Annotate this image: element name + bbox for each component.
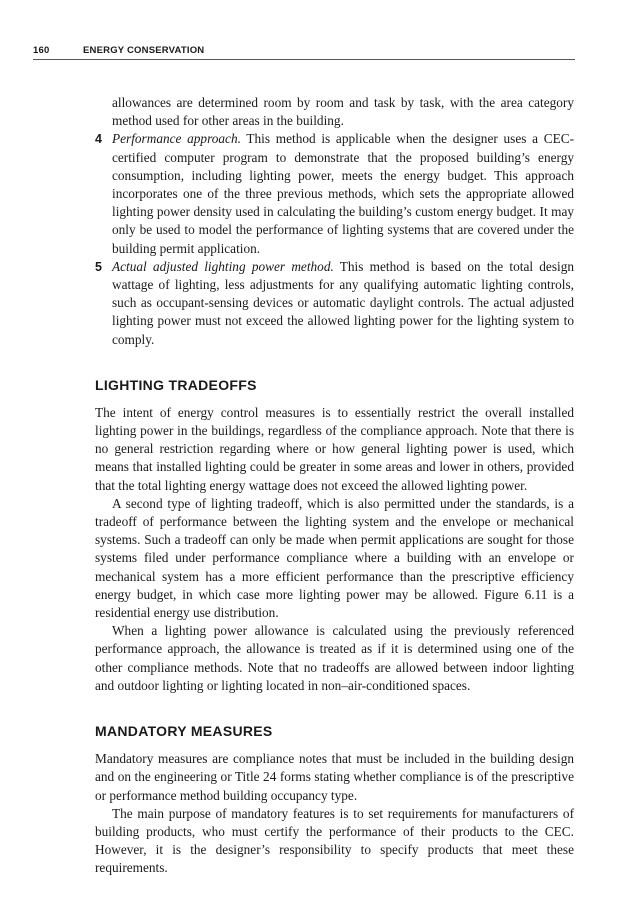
list-item-number: 4 [95,132,102,147]
running-header [33,45,575,60]
list-item-number: 5 [95,259,102,274]
list-item-text: This method is applicable when the designer uses a CEC-certified computer program to demonstrate that the proposed building’s energy consumption, including lighting power, meets the energy budget. This approach incorporates one of the three previous methods, which sets the appropriate allowed lighting power density used in calculating the building’s custom energy budget. It may only be used to model the performance of lighting systems that are covered under the building permit application. [112,131,574,256]
paragraph: The main purpose of mandatory features is to set requirements for manufacturers of building products, who must certify the performance of their products to the CEC. However, it is the designer’s responsibility to specify products that meet these requirements. [95,805,574,876]
paragraph: Mandatory measures are compliance notes that must be included in the building design and on the engineering or Title 24 forms stating whether compliance is of the prescriptive or performance method building occupancy type. [95,751,574,803]
list-item [95,130,574,257]
list-item-title: Performance approach. [112,131,241,147]
continuation-paragraph: allowances are determined room by room and task by task, with the area category method used for other areas in the building. [112,95,574,129]
section-heading-mandatory-measures: MANDATORY MEASURES [95,723,273,740]
page-number: 160 [33,45,50,56]
list-item [95,258,574,349]
paragraph: A second type of lighting tradeoff, which is also permitted under the standards, is a tradeoff of performance between the lighting system and the envelope or mechanical systems. Such a tradeoff can only be made when permit applications are sought for those systems filed under performance compliance where a building with an envelope or mechanical system has a more efficient performance than the prescriptive efficiency energy budget, in which case more lighting power may be allowed. Figure 6.11 is a residential energy use distribution. [95,495,574,621]
running-title: ENERGY CONSERVATION [83,45,205,56]
list-item-text: This method is based on the total design wattage of lighting, less adjustments for any qualifying automatic lighting controls, such as occupant-sensing devices or automatic daylight controls. The actual adjusted lighting power must not exceed the allowed lighting power for the lighting system to comply. [112,258,574,347]
list-item-title: Actual adjusted lighting power method. [112,258,334,274]
paragraph: When a lighting power allowance is calculated using the previously referenced performance approach, the allowance is treated as if it is determined using one of the other compliance methods. Note that no tradeoffs are allowed between indoor lighting and outdoor lighting or lighting located in non–air-conditioned spaces. [95,623,574,693]
paragraph: The intent of energy control measures is to essentially restrict the overall installed lighting power in the buildings, regardless of the compliance approach. Note that there is no general restriction regarding where or how general lighting power is used, which means that installed lighting could be greater in some areas and lower in others, provided that the total lighting energy wattage does not exceed the allowed lighting power. [95,404,574,493]
page-body [95,94,574,878]
section-heading-lighting-tradeoffs: LIGHTING TRADEOFFS [95,376,257,393]
